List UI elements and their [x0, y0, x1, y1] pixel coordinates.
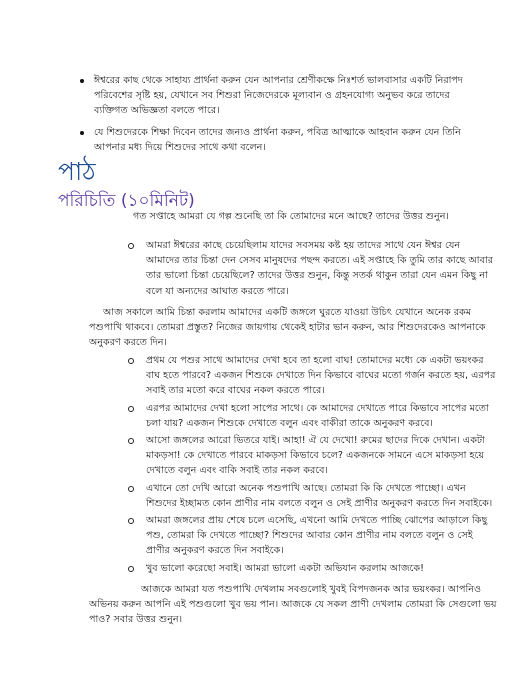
activity-paragraph: আজ সকালে আমি চিন্তা করলাম আমাদের একটি জঙ্গলে ঘুরতে যাওয়া উচিৎ যেখানে অনেক রকম পশুপাখি থাকবে। তোমরা প্রস্তুত? নিজের জায়গায় থেকেই হাটার ভান করুন, আর শিশুদেরকেও আপনাকে অনুকরণ করতে দিন। [89, 307, 486, 349]
prayer-bullet-list [80, 73, 480, 163]
circle-bullet-icon [128, 438, 134, 444]
list-item [128, 238, 496, 299]
circle-bullet-icon [128, 486, 134, 492]
list-item-text: আসো জঙ্গলের আরো ভিতরে যাই। আহা! ঐ যে দেখো! রুমের ছাদের দিকে দেখান। একটা মাকড়সা! কে দেখাতে পারবে মাকড়সা কিভাবে চলে? একজনকে সামনে এসে মাকড়সা হয়ে দেখাতে বলুন এবং বাকি সবাই তার নকল করবে। [146, 435, 485, 477]
intro-list [128, 238, 496, 301]
bullet-item [80, 125, 480, 155]
circle-bullet-icon [128, 566, 134, 572]
bullet-text: ঈশ্বরের কাছ থেকে সাহায্য প্রার্থনা করুন যেন আপনার শ্রেণীকক্ষে নিঃশর্ত ভালবাসার একটি নিরাপদ পরিবেশের সৃষ্টি হয়, যেখানে সব শিশুরা নিজেদেরকে মূল্যবান ও গ্রহনযোগ্য অনুভব করে তাদের ব্যক্তিগত অভিজ্ঞতা বলতে পারে। [94, 74, 463, 116]
list-item [128, 433, 496, 479]
intro-paragraph: গত সপ্তাহে আমরা যে গল্প শুনেছি তা কি তোমাদের মনে আছে? তাদের উত্তর শুনুন। [133, 211, 449, 222]
list-item [128, 353, 496, 399]
list-item-text: এরপর আমাদের দেখা হলো সাপের সাথে। কে আমাদের দেখাতে পারে কিভাবে সাপের মতো চলা যায়? একজন শিশুকে দেখাতে বলুন এবং বাকীরা তাকে অনুকরণ করবে। [146, 402, 489, 429]
section-subheading: পরিচিতি (১০মিনিট) [58, 191, 195, 211]
list-item-text: আমরা ঈশ্বরের কাছে চেয়েছিলাম যাদের সবসময় কষ্ট হয় তাদের সাথে যেন ঈশ্বর যেন আমাদের তার চিন্তা দেন সেসব মানুষদের পছন্দ করতে। এই সপ্তাহে কি তুমি তার কাছে আবার তার ভালো চিন্তা চেয়েছিলে? তাদের উত্তর শুনুন, কিন্তু সতর্ক থাকুন তারা যেন এমন কিছু না বলে যা অন্যদের আঘাত করতে পারে। [146, 240, 494, 297]
bullet-dot-icon [80, 79, 84, 83]
list-item-text: এখানে তো দেখি আরো অনেক পশুপাখি আছে। তোমরা কি কি দেখতে পাচ্ছো। এখন শিশুদের ইচ্ছামত কোন প্রাণীর নাম বলতে বলুন ও সেই প্রাণীর অনুকরণ করতে দিন সবাইকে। [146, 482, 493, 509]
bullet-item [80, 73, 480, 119]
section-heading: পাঠ [58, 157, 96, 186]
list-item [128, 401, 496, 431]
list-item [128, 561, 496, 576]
circle-bullet-icon [128, 518, 134, 524]
circle-bullet-icon [128, 243, 134, 249]
circle-bullet-icon [128, 406, 134, 412]
list-item [128, 481, 496, 511]
list-item [128, 513, 496, 559]
activity-list [128, 353, 496, 578]
list-item-text: আমরা জঙ্গলের প্রায় শেষে চলে এসেছি, এখনো আমি দেখতে পাচ্ছি ঝোপের আড়ালে কিছু পশু, তোমরা কি দেখতে পাচ্ছো? শিশুদের আবার কোন প্রাণীর নাম বলতে বলুন ও সেই প্রাণীর অনুকরণ করতে দিন সবাইকে। [146, 515, 488, 557]
closing-paragraph: আজকে আমরা যত পশুপাখি দেখলাম সবগুলোই খুবই বিপদজনক আর ভয়ংকর। আপনিও অভিনয় করুন আপনি এই পশুগুলো খুব ভয় পান। আজকে যে সকল প্রাণী দেখলাম তোমরা কি সেগুলো ভয় পাও? সবার উত্তর শুনুন। [89, 584, 497, 626]
list-item-text: প্রথম যে পশুর সাথে আমাদের দেখা হবে তা হলো বাঘ! তোমাদের মধ্যে কে একটা ভয়ংকর বাঘ হতে পারবে? একজন শিশুকে দেখাতে দিন কিভাবে বাঘের মতো গর্জন করতে হয়, এরপর সবাই তার মতো করে বাঘের নকল করতে পারে। [146, 355, 496, 397]
bullet-text: যে শিশুদেরকে শিক্ষা দিবেন তাদের জন্যও প্রার্থনা করুন, পবিত্র আত্মাকে আহবান করুন যেন তিনি আপনার মধ্য দিয়ে শিশুদের সাথে কথা বলেন। [94, 127, 461, 154]
bullet-dot-icon [80, 131, 84, 135]
list-item-text: খুব ভালো করেছো সবাই। আমরা ভালো একটা অভিযান করলাম আজকে! [146, 562, 424, 574]
circle-bullet-icon [128, 358, 134, 364]
